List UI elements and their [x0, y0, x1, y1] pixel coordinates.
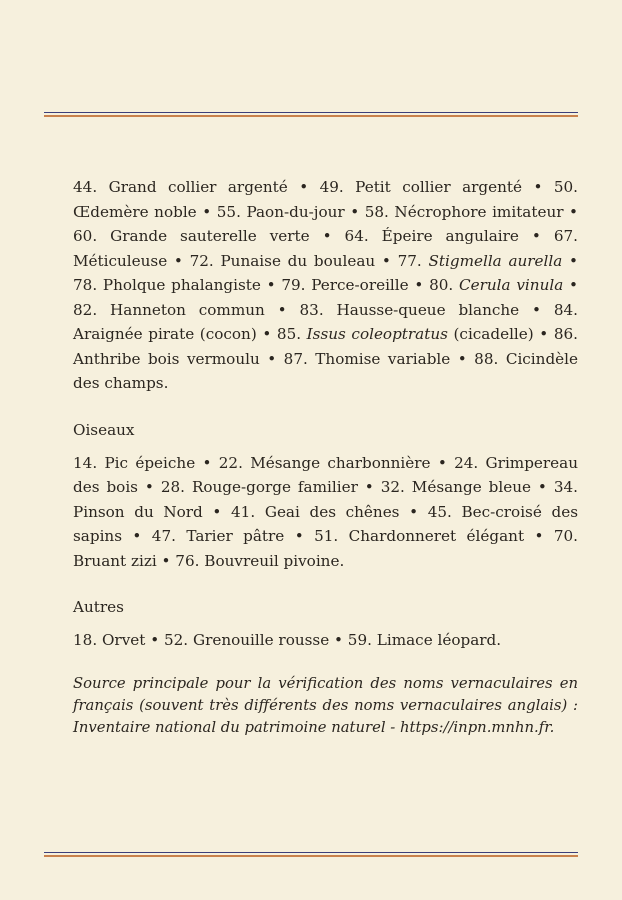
insects-italic-1: Stigmella aurella: [428, 251, 563, 270]
birds-list: 14. Pic épeiche • 22. Mésange charbonnière • 24. Grimpereau des bois • 28. Rouge-gorge familier • 32. Mésange bleue • 34. Pinson du Nord • 41. Geai des chênes • 45. Bec-croisé des sapins • 47. Tarier pâtre • 51. Chardonneret élégant • 70. Bruant zizi • 76. Bouvreuil pivoine.: [73, 453, 578, 570]
source-note: Source principale pour la vérification des noms vernaculaires en français (souvent très différents des noms vernaculaires anglais) : Inventaire national du patrimoine naturel - https://inpn.mnhn.fr.: [73, 674, 578, 736]
bottom-rule-orange-line: [44, 855, 578, 857]
birds-heading: Oiseaux: [73, 420, 135, 439]
top-rule-orange-line: [44, 115, 578, 117]
content: [73, 175, 578, 739]
insects-text-3: • 82. Hanneton commun • 83. Hausse-queue blanche • 84. Araignée pirate (cocon) • 85.: [73, 276, 578, 343]
top-rule: [44, 112, 578, 119]
top-rule-blue-line: [44, 112, 578, 113]
insects-text-2: • 78. Pholque phalangiste • 79. Perce-oreille • 80.: [73, 251, 578, 294]
others-heading: Autres: [73, 598, 124, 616]
others-list: 18. Orvet • 52. Grenouille rousse • 59. Limace léopard.: [73, 631, 502, 649]
insects-list: [73, 175, 578, 396]
insects-text-4: (cicadelle) • 86. Anthribe bois vermoulu • 87. Thomise variable • 88. Cicindèle des champs.: [73, 325, 579, 392]
insects-italic-2: Cerula vinula: [459, 276, 564, 294]
insects-italic-3: Issus coleoptratus: [306, 325, 448, 343]
bottom-rule: [44, 852, 578, 859]
bottom-rule-blue-line: [44, 852, 578, 853]
insects-text-1: 44. Grand collier argenté • 49. Petit collier argenté • 50. Œdemère noble • 55. Paon-du-jour • 58. Nécrophore imitateur • 60. Grande sauterelle verte • 64. Épeire angulaire • 67. Méticuleuse • 72. Punaise du bouleau • 77.: [73, 178, 578, 270]
